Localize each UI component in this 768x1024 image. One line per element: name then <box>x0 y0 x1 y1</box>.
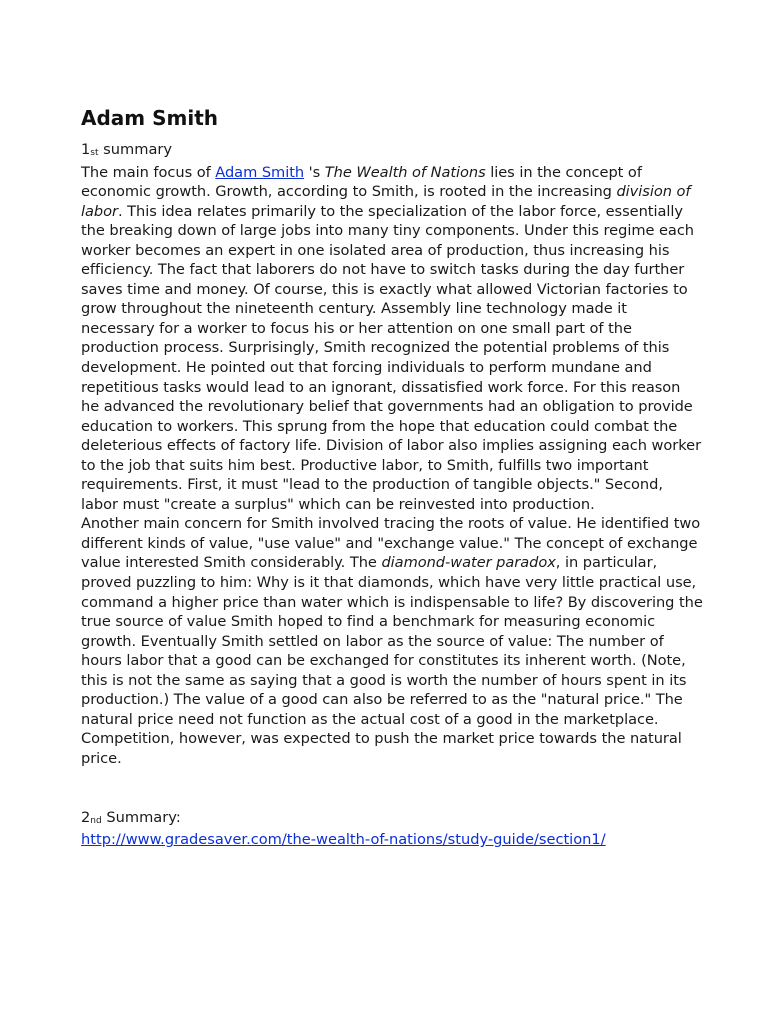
summary-1-heading <box>81 140 703 163</box>
summary-1-ordinal-suffix: st <box>90 148 99 158</box>
book-title-italic: The Wealth of Nations <box>324 163 486 181</box>
paragraph-2-text-a: Another main concern for Smith involved tracing the roots of value. He identified two different kinds of value, "use value" and "exchange value." The concept of exchange value interested Smith considerably. The <box>81 515 701 572</box>
division-of-labor-italic: division of labor <box>81 183 691 220</box>
diamond-water-paradox-italic: diamond-water paradox <box>381 554 556 572</box>
summary-2-label: Summary: <box>101 808 181 826</box>
summary-2-ordinal: 2 <box>81 808 91 826</box>
summary-2-heading <box>81 808 703 831</box>
paragraph-1-text-c: lies in the concept of economic growth. Growth, according to Smith, is rooted in the increasing <box>81 163 642 201</box>
gradesaver-link[interactable]: http://www.gradesaver.com/the-wealth-of-nations/study-guide/section1/ <box>81 831 606 849</box>
paragraph-1-text-b: 's <box>304 163 325 181</box>
paragraph-1-text-a: The main focus of <box>81 163 216 181</box>
paragraph-2-text-b: , in particular, proved puzzling to him: Why is it that diamonds, which have very little practical use, command a higher price than water which is indispensable to life? By discovering the true source of value Smith hoped to find a benchmark for measuring economic growth. Eventually Smith settled on labor as the source of value: The number of hours labor that a good can be exchanged for constitutes its inherent worth. (Note, this is not the same as saying that a good is worth the number of hours spent in its production.) The value of a good can also be referred to as the "natural price." The natural price need not function as the actual cost of a good in the marketplace. Competition, however, was expected to push the market price towards the natural price. <box>81 554 703 767</box>
paragraph-1 <box>81 163 703 515</box>
section-spacer <box>81 769 703 808</box>
adam-smith-link[interactable]: Adam Smith <box>215 163 305 181</box>
paragraph-1-text-d: . This idea relates primarily to the specialization of the labor force, essentially the breaking down of large jobs into many tiny components. Under this regime each worker becomes an expert in one isolated area of production, thus increasing his efficiency. The fact that laborers do not have to switch tasks during the day further saves time and money. Of course, this is exactly what allowed Victorian factories to grow throughout the nineteenth century. Assembly line technology made it necessary for a worker to focus his or her attention on one small part of the production process. Surprisingly, Smith recognized the potential problems of this development. He pointed out that forcing individuals to perform mundane and repetitious tasks would lead to an ignorant, dissatisfied work force. For this reason he advanced the revolutionary belief that governments had an obligation to provide education to workers. This sprung from the hope that education could combat the deleterious effects of factory life. Division of labor also implies assigning each worker to the job that suits him best. Productive labor, to Smith, fulfills two important requirements. First, it must "lead to the production of tangible objects." Second, labor must "create a surplus" which can be reinvested into production. <box>81 202 702 513</box>
page-title: Adam Smith <box>81 106 218 130</box>
summary-1-label: summary <box>98 141 173 158</box>
summary-2-ordinal-suffix: nd <box>90 815 102 826</box>
document-body <box>81 104 703 850</box>
summary-1-ordinal: 1 <box>81 141 91 158</box>
paragraph-2 <box>81 514 703 768</box>
